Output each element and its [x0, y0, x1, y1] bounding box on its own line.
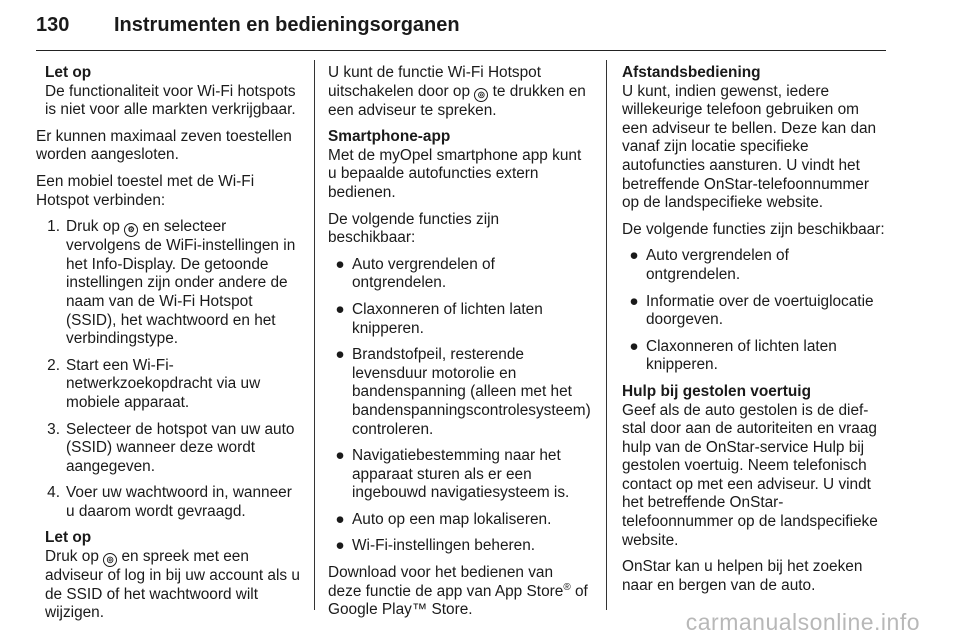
step-number: 1.	[47, 218, 60, 236]
bullet-icon: ●	[629, 337, 639, 355]
list-item: ● Wi-Fi-instellingen beheren.	[328, 537, 590, 556]
step-item	[36, 218, 304, 349]
onstar-icon: ◎	[103, 553, 117, 567]
bullet-icon: ●	[335, 537, 345, 555]
bullet-icon: ●	[335, 447, 345, 465]
paragraph-functions-intro: De volgende functies zijn beschikbaar:	[328, 210, 500, 247]
step-number: 3.	[47, 420, 60, 438]
note-change-ssid	[45, 529, 304, 622]
page-header	[36, 0, 886, 51]
steps-list	[36, 218, 304, 521]
list-item: ● Auto vergrendelen of ontgrendelen.	[622, 247, 886, 284]
section-heading: Hulp bij gestolen voertuig	[622, 382, 811, 400]
list-item: ● Claxonneren of lichten laten knipperen.	[622, 338, 886, 375]
paragraph-connect-intro: Een mobiel toestel met de Wi-Fi Hotspot verbinden:	[36, 172, 255, 209]
section-remote-control	[622, 64, 886, 213]
page-number: 130	[36, 14, 70, 36]
paragraph-download-app: Download voor het bedienen van deze functie de app van App Store® of Google Play™ Store.	[328, 564, 588, 619]
column-divider-1	[314, 60, 315, 610]
registered-mark: ®	[563, 581, 571, 593]
list-item: ● Brandstofpeil, resterende levensduur motorolie en bandenspanning (alleen met het bandenspanningscontrolesysteem) controleren.	[328, 346, 590, 439]
watermark: carmanualsonline.info	[685, 609, 920, 635]
column-2	[328, 64, 590, 628]
section-text: Geef als de auto gestolen is de dief-stal door aan de autoriteiten en vraag hulp van de OnStar-service Hulp bij gestolen voertuig. Neem telefonisch contact op met een adviseur. U vindt het betreffende OnStar-telefoonnummer op de landspecifieke website.	[622, 401, 878, 549]
paragraph-disable-hotspot: U kunt de functie Wi-Fi Hotspot uitschakelen door op ◎ te drukken en een adviseur te spreken.	[328, 64, 586, 119]
bullet-list	[622, 247, 886, 375]
paragraph-onstar-help: OnStar kan u helpen bij het zoeken naar en bergen van de auto.	[622, 558, 863, 594]
column-1	[36, 64, 304, 631]
section-heading: Afstandsbediening	[622, 64, 761, 81]
list-item: ● Claxonneren of lichten laten knipperen.	[328, 301, 590, 338]
column-divider-2	[606, 60, 607, 610]
step-text: Druk op ⚙ en selecteer vervolgens de WiFi-instellingen in het Info-Display. De getoonde instellingen zijn onder andere de naam van de Wi-Fi Hotspot (SSID), het wachtwoord en het verbindingstype.	[66, 218, 296, 348]
step-item	[36, 421, 304, 477]
bullet-icon: ●	[335, 300, 345, 318]
bullet-icon: ●	[335, 510, 345, 528]
note-title: Let op	[45, 529, 92, 547]
bullet-icon: ●	[629, 292, 639, 310]
section-text: Met de myOpel smartphone app kunt u bepaalde autofuncties extern bedienen.	[328, 146, 582, 201]
paragraph-functions-intro: De volgende functies zijn beschikbaar:	[622, 220, 885, 238]
settings-icon: ⚙	[124, 223, 138, 237]
onstar-icon: ◎	[474, 88, 488, 102]
list-item: ● Informatie over de voertuiglocatie doorgeven.	[622, 293, 886, 330]
step-item	[36, 484, 304, 521]
step-number: 4.	[47, 484, 60, 502]
step-text: Selecteer de hotspot van uw auto (SSID) wanneer deze wordt aangegeven.	[66, 420, 295, 475]
list-item: ● Auto op een map lokaliseren.	[328, 511, 590, 530]
column-3	[622, 64, 886, 603]
note-text: Druk op ◎ en spreek met een adviseur of log in bij uw account als u de SSID of het wachtwoord wilt wijzigen.	[45, 548, 300, 622]
section-stolen-vehicle	[622, 383, 886, 550]
bullet-icon: ●	[335, 255, 345, 273]
step-text: Voer uw wachtwoord in, wanneer u daarom wordt gevraagd.	[66, 484, 292, 520]
bullet-icon: ●	[335, 346, 345, 364]
step-item	[36, 357, 304, 413]
note-wifi-availability	[45, 64, 304, 120]
section-text: U kunt, indien gewenst, iedere willekeurige telefoon gebruiken om een adviseur te bellen. Deze kan dan vanaf zijn locatie specifieke autofuncties aansturen. U vindt het betreffende OnStar-telefoonnummer op de landspecifieke website.	[622, 82, 877, 212]
note-title: Let op	[45, 64, 92, 81]
step-text: Start een Wi-Fi-netwerkzoekopdracht via uw mobiele apparaat.	[66, 356, 261, 411]
paragraph-max-devices: Er kunnen maximaal zeven toestellen worden aangesloten.	[36, 127, 292, 164]
note-text: De functionaliteit voor Wi-Fi hotspots is niet voor alle markten verkrijgbaar.	[45, 82, 296, 119]
list-item: ● Auto vergrendelen of ontgrendelen.	[328, 256, 590, 293]
step-number: 2.	[47, 356, 60, 374]
bullet-icon: ●	[629, 247, 639, 265]
list-item: ● Navigatiebestemming naar het apparaat sturen als er een ingebouwd navigatiesysteem is.	[328, 447, 590, 503]
section-heading: Smartphone-app	[328, 128, 451, 146]
bullet-list	[328, 256, 590, 556]
section-smartphone-app	[328, 128, 590, 202]
page-title: Instrumenten en bedieningsorganen	[114, 14, 460, 36]
